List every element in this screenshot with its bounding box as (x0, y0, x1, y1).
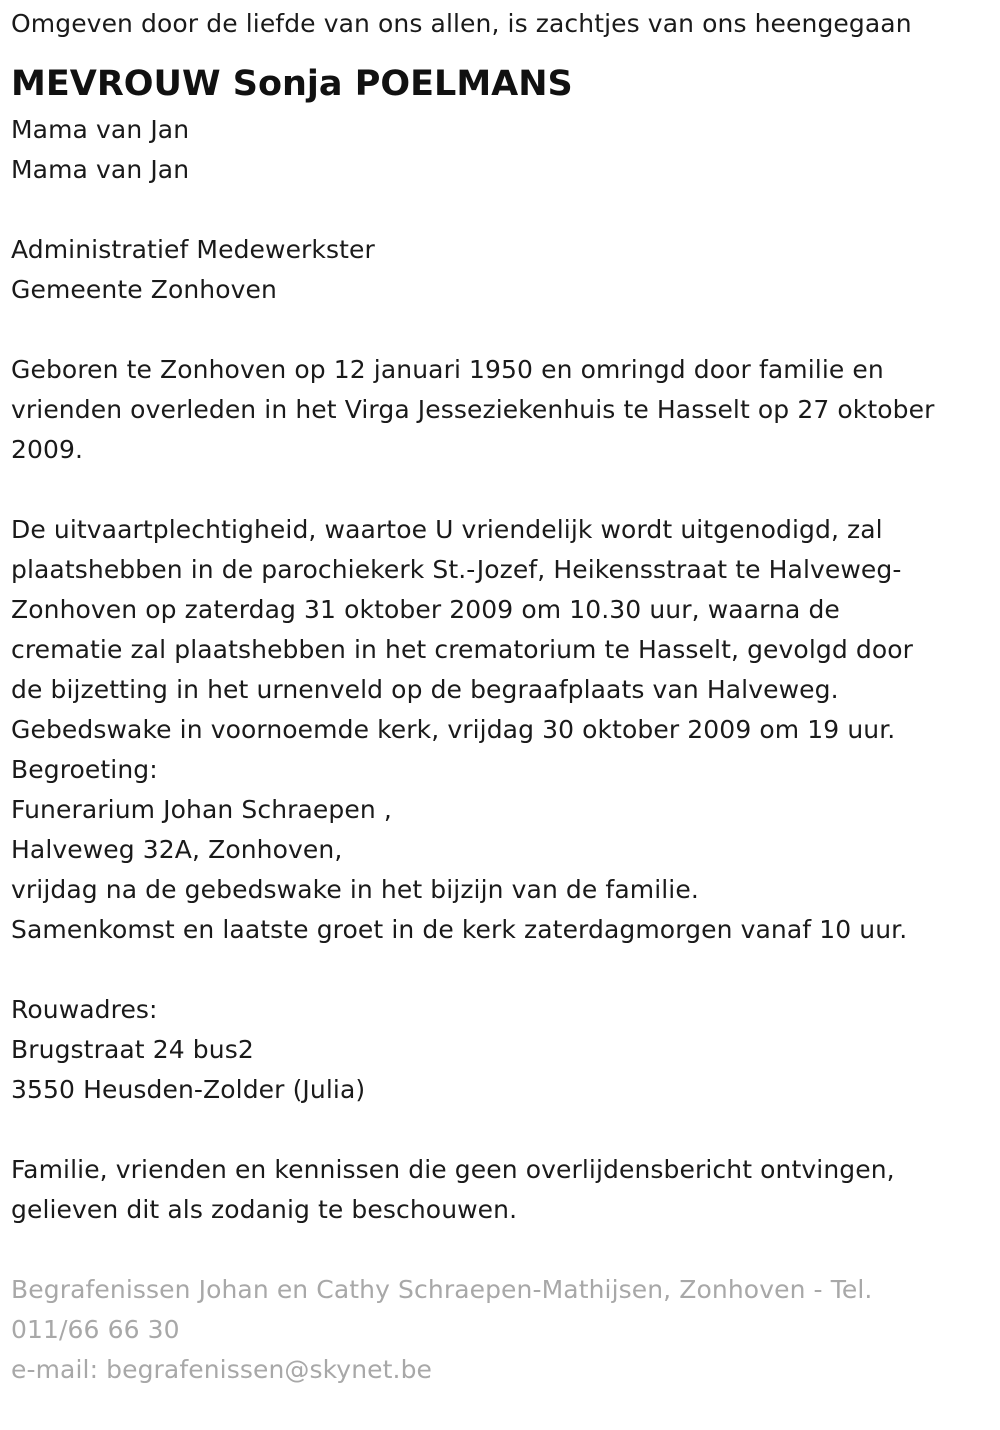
funeral-line: Gebedswake in voornoemde kerk, vrijdag 30 oktober 2009 om 19 uur. (11, 715, 896, 744)
mourning-address-label: Rouwadres: (11, 995, 158, 1024)
funeral-line: vrijdag na de gebedswake in het bijzijn van de familie. (11, 875, 699, 904)
funeral-line: Zonhoven op zaterdag 31 oktober 2009 om 10.30 uur, waarna de (11, 595, 840, 624)
occupation-employer: Gemeente Zonhoven (11, 275, 277, 304)
spacer (11, 310, 991, 350)
birth-death-line: Geboren te Zonhoven op 12 januari 1950 en omringd door familie en (11, 355, 884, 384)
death-notice (11, 4, 991, 1390)
spacer (11, 190, 991, 230)
funeral-home-email: e-mail: begrafenissen@skynet.be (11, 1355, 433, 1384)
birth-death-line: vrienden overleden in het Virga Jesseziekenhuis te Hasselt op 27 oktober (11, 395, 935, 424)
relation-line: Mama van Jan (11, 115, 190, 144)
funeral-line: Begroeting: (11, 755, 158, 784)
funeral-line: plaatshebben in de parochiekerk St.-Jozef, Heikensstraat te Halveweg- (11, 555, 902, 584)
spacer (11, 470, 991, 510)
intro-text: Omgeven door de liefde van ons allen, is zachtjes van ons heengegaan (11, 9, 912, 38)
funeral-home-line: Begrafenissen Johan en Cathy Schraepen-Mathijsen, Zonhoven - Tel. (11, 1275, 873, 1304)
relation-line: Mama van Jan (11, 155, 190, 184)
funeral-line: Halveweg 32A, Zonhoven, (11, 835, 343, 864)
funeral-line: Samenkomst en laatste groet in de kerk zaterdagmorgen vanaf 10 uur. (11, 915, 908, 944)
funeral-line: Funerarium Johan Schraepen , (11, 795, 392, 824)
funeral-line: De uitvaartplechtigheid, waartoe U vriendelijk wordt uitgenodigd, zal (11, 515, 883, 544)
funeral-home-phone: 011/66 66 30 (11, 1315, 180, 1344)
mourning-address-street: Brugstraat 24 bus2 (11, 1035, 254, 1064)
birth-death-line: 2009. (11, 435, 84, 464)
funeral-line: de bijzetting in het urnenveld op de begraafplaats van Halveweg. (11, 675, 839, 704)
occupation-title: Administratief Medewerkster (11, 235, 375, 264)
deceased-name: MEVROUW Sonja POELMANS (11, 64, 573, 104)
spacer (11, 1230, 991, 1270)
spacer (11, 1110, 991, 1150)
mourning-address-city: 3550 Heusden-Zolder (Julia) (11, 1075, 366, 1104)
notice-line: gelieven dit als zodanig te beschouwen. (11, 1195, 518, 1224)
notice-line: Familie, vrienden en kennissen die geen overlijdensbericht ontvingen, (11, 1155, 895, 1184)
spacer (11, 950, 991, 990)
funeral-line: crematie zal plaatshebben in het crematorium te Hasselt, gevolgd door (11, 635, 913, 664)
